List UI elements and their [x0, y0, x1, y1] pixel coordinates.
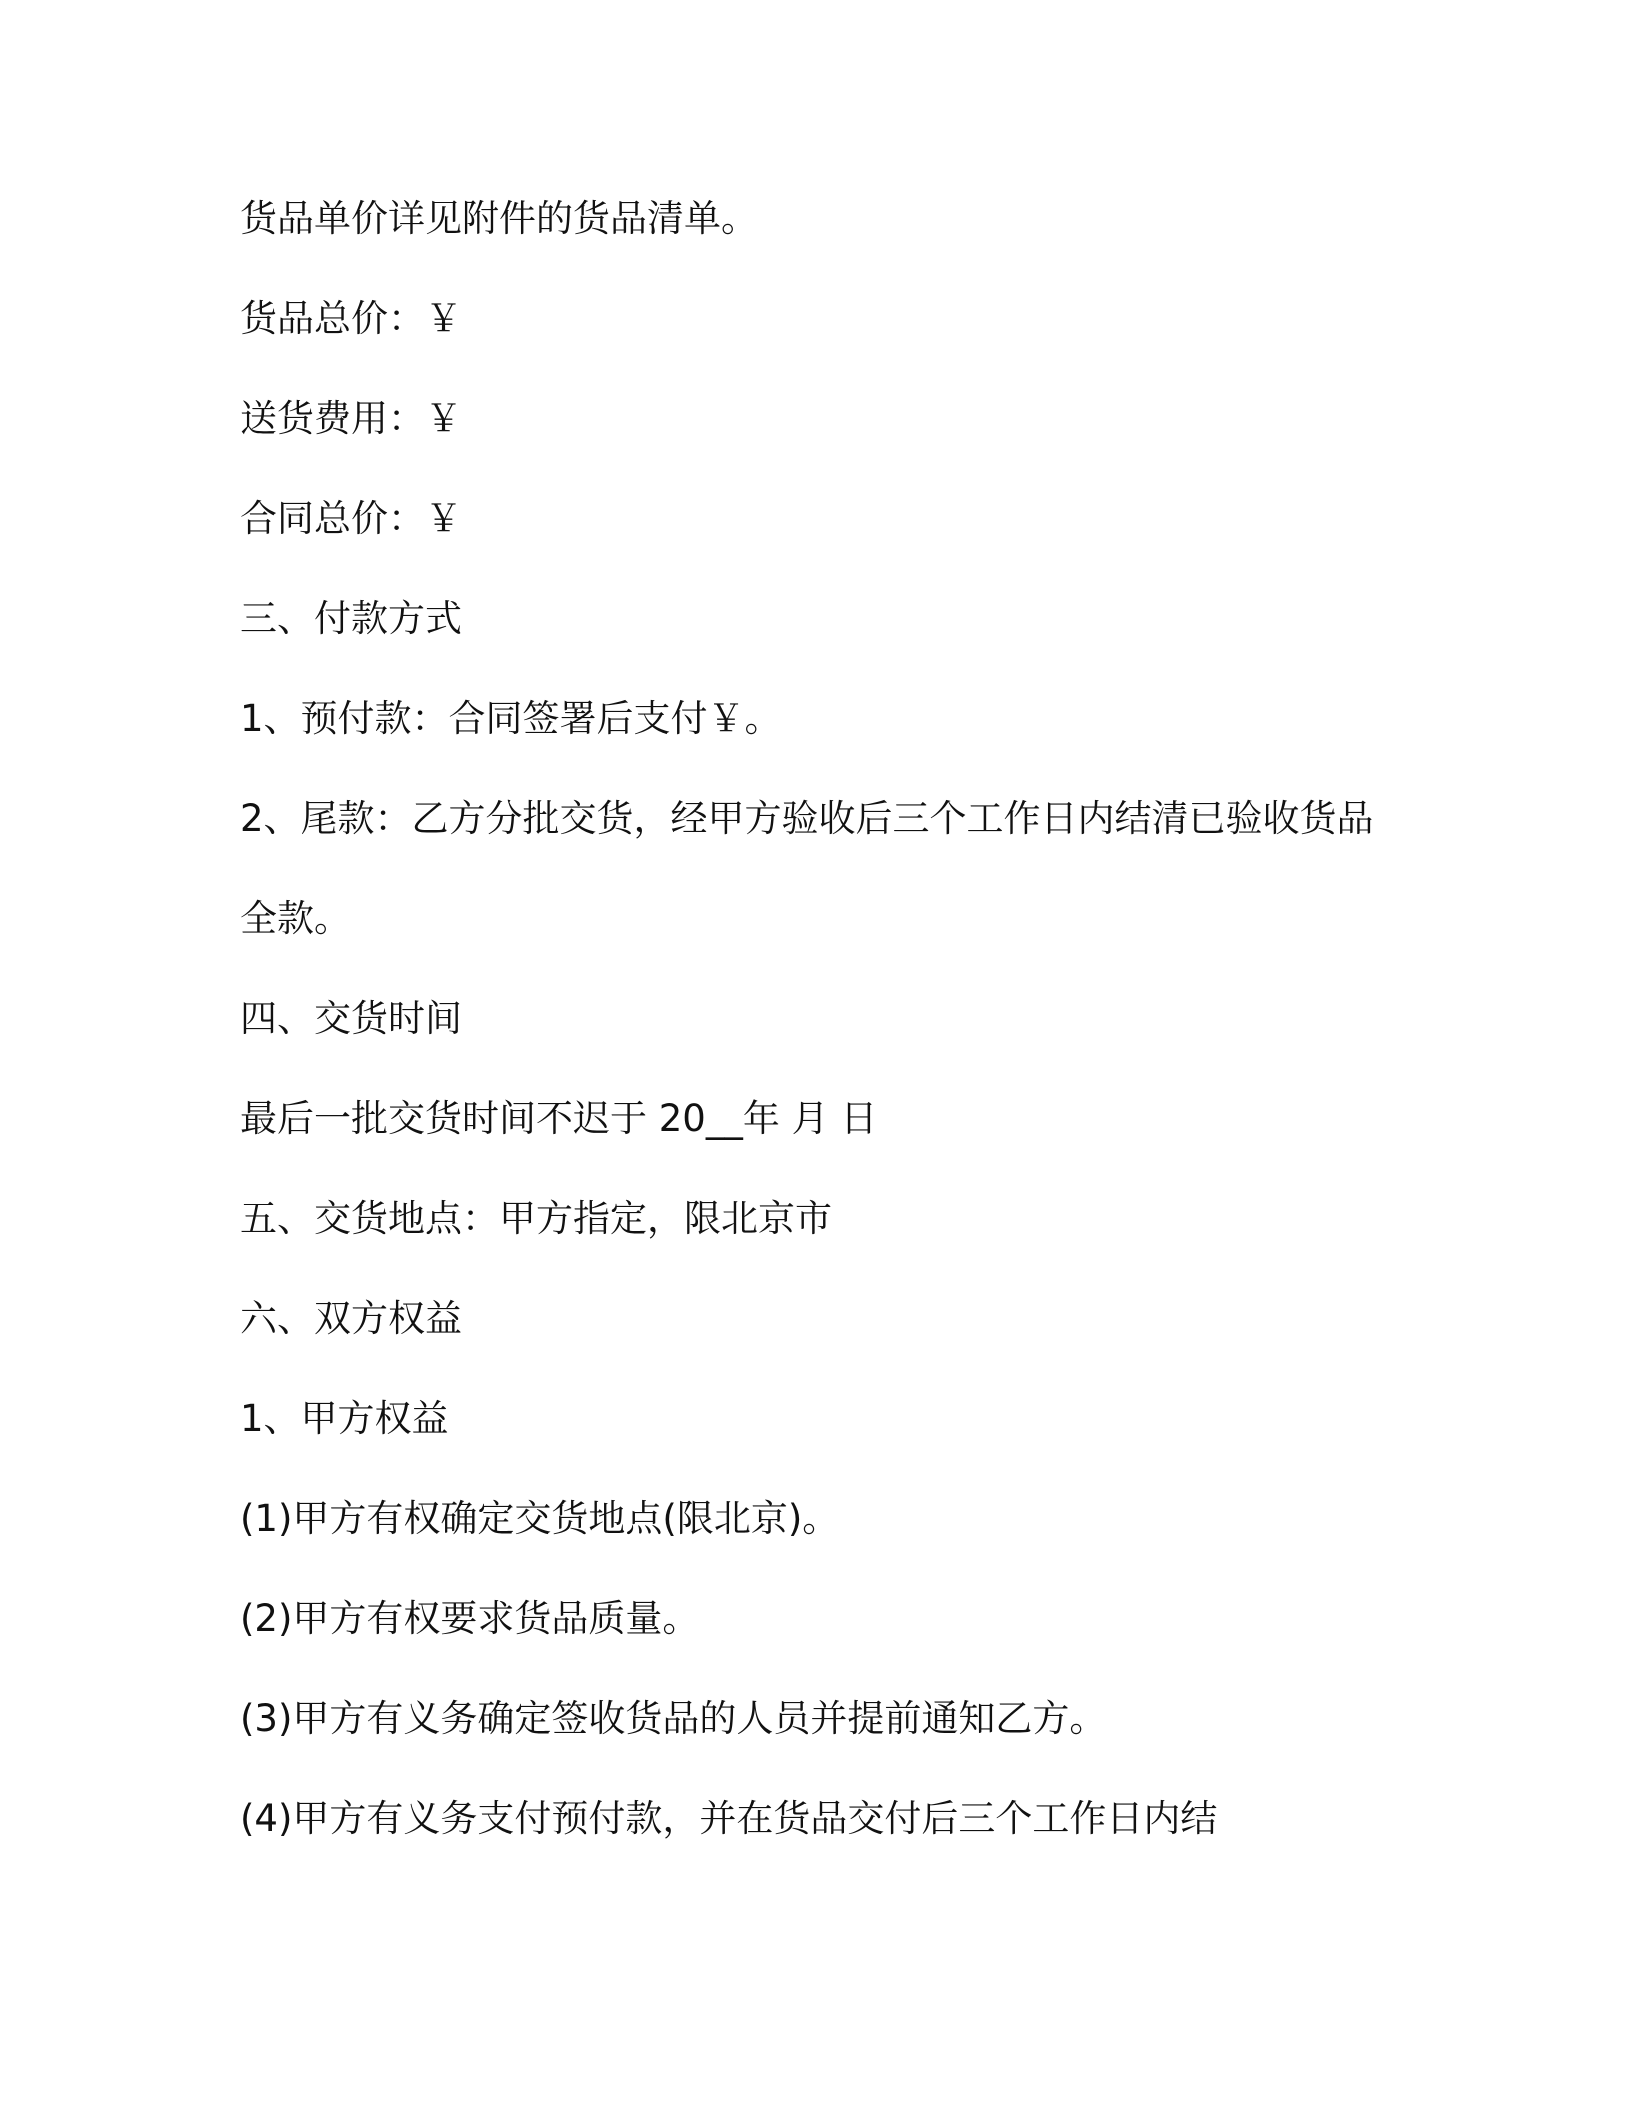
contract-total-price: 合同总价：￥	[240, 497, 462, 540]
party-a-right-1: (1)甲方有权确定交货地点(限北京)。	[240, 1497, 840, 1540]
party-a-duty-3: (3)甲方有义务确定签收货品的人员并提前通知乙方。	[240, 1697, 1107, 1740]
payment-item-balance-continued: 全款。	[240, 897, 351, 940]
goods-total-price: 货品总价：￥	[240, 297, 462, 340]
subheading-party-a-rights: 1、甲方权益	[240, 1397, 449, 1440]
party-a-duty-4: (4)甲方有义务支付预付款，并在货品交付后三个工作日内结	[240, 1797, 1218, 1840]
payment-item-balance: 2、尾款：乙方分批交货，经甲方验收后三个工作日内结清已验收货品	[240, 797, 1374, 840]
section-heading-rights: 六、双方权益	[240, 1297, 462, 1340]
payment-item-prepayment: 1、预付款：合同签署后支付￥。	[240, 697, 782, 740]
section-heading-delivery-location: 五、交货地点：甲方指定，限北京市	[240, 1197, 832, 1240]
section-heading-payment: 三、付款方式	[240, 597, 462, 640]
party-a-right-2: (2)甲方有权要求货品质量。	[240, 1597, 700, 1640]
unit-price-note: 货品单价详见附件的货品清单。	[240, 197, 758, 240]
delivery-deadline: 最后一批交货时间不迟于 20__年 月 日	[240, 1097, 878, 1140]
delivery-fee: 送货费用：￥	[240, 397, 462, 440]
section-heading-delivery-time: 四、交货时间	[240, 997, 462, 1040]
